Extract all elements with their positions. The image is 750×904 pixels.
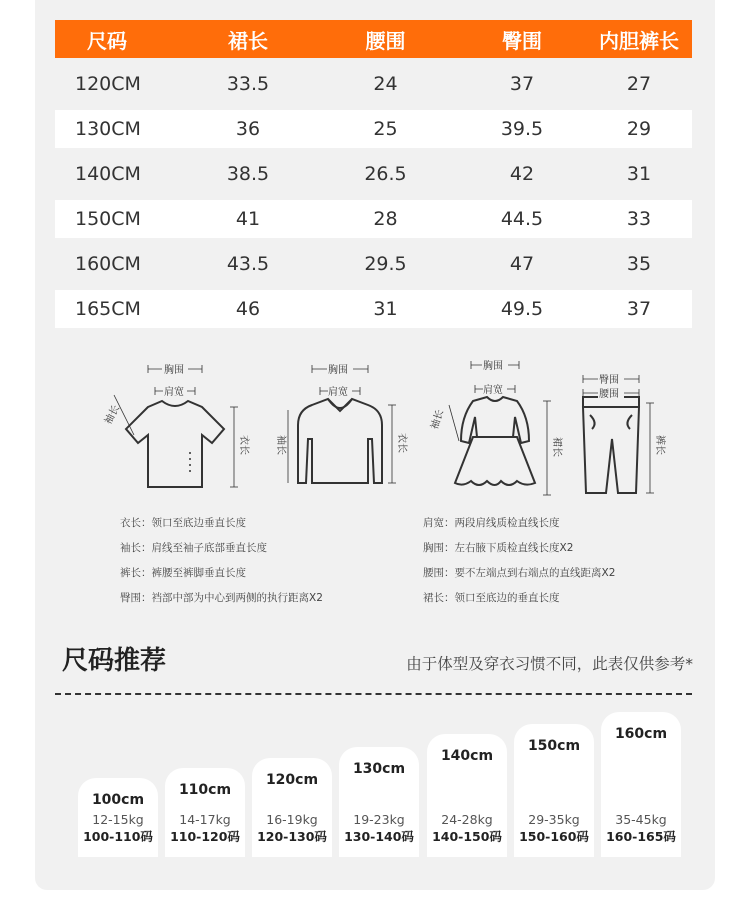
note-hip: 臀围：裆部中部为中心到两侧的执行距离X2	[120, 592, 323, 604]
table-row	[55, 65, 692, 103]
card-size: 100-110码	[83, 829, 153, 844]
cell-size: 165CM	[75, 298, 141, 320]
cell-inner-length: 37	[626, 298, 652, 320]
card-height: 120cm	[265, 772, 319, 788]
table-row	[55, 110, 692, 148]
card-size: 150-160码	[519, 829, 589, 844]
card-size: 160-165码	[606, 829, 676, 844]
cell-size: 130CM	[75, 118, 141, 140]
card-weight: 14-17kg	[179, 812, 231, 827]
sweater-length-label: 衣长	[396, 433, 407, 453]
cell-waist: 24	[373, 73, 398, 95]
pants-length-label: 裤长	[654, 435, 665, 455]
card-height: 150cm	[527, 738, 581, 754]
card-weight: 29-35kg	[528, 812, 580, 827]
recommend-title: 尺码推荐	[62, 646, 167, 676]
sweater-shoulder-label: 肩宽	[328, 387, 348, 398]
card-size: 110-120码	[170, 829, 240, 844]
table-row	[55, 155, 692, 193]
dress-diagram	[425, 355, 565, 505]
cell-hip: 49.5	[500, 298, 544, 320]
card-height: 110cm	[178, 782, 232, 798]
cell-size: 160CM	[75, 253, 141, 275]
note-waist: 腰围：要不左端点到右端点的直线距离X2	[423, 567, 616, 579]
tshirt-length-label: 衣长	[238, 435, 249, 455]
cell-skirt-length: 36	[235, 118, 261, 140]
header-skirt-length: 裙长	[228, 28, 268, 53]
card-weight: 35-45kg	[615, 812, 667, 827]
cell-waist: 31	[373, 298, 398, 320]
tshirt-diagram	[100, 355, 250, 505]
recommend-card	[252, 758, 332, 857]
note-shoulder: 肩宽：两段肩线质检直线长度	[423, 517, 560, 529]
recommend-card	[514, 724, 594, 857]
note-garment-length: 衣长：领口至底边垂直长度	[120, 517, 246, 529]
cell-skirt-length: 46	[235, 298, 261, 320]
pants-hip-label: 臀围	[599, 375, 619, 386]
card-size: 130-140码	[344, 829, 414, 844]
dress-length-label: 裙长	[551, 437, 562, 457]
dress-chest-label: 胸围	[483, 361, 503, 372]
cell-skirt-length: 41	[235, 208, 261, 230]
header-size: 尺码	[87, 28, 127, 53]
recommend-card	[427, 734, 507, 857]
recommend-card	[601, 712, 681, 857]
cell-inner-length: 33	[626, 208, 652, 230]
measurement-notes-right	[423, 516, 615, 616]
cell-hip: 44.5	[500, 208, 544, 230]
card-height: 100cm	[91, 792, 145, 808]
recommend-card	[339, 747, 419, 857]
recommend-card	[165, 768, 245, 857]
dress-sleeve-label: 袖长	[429, 408, 447, 431]
note-sleeve-length: 袖长：肩线至袖子底部垂直长度	[120, 542, 267, 554]
card-weight: 24-28kg	[441, 812, 493, 827]
card-height: 160cm	[614, 726, 668, 742]
cell-hip: 42	[509, 163, 535, 185]
dress-shoulder-label: 肩宽	[483, 385, 503, 396]
note-skirt-length: 裙长：领口至底边的垂直长度	[423, 592, 560, 604]
cell-size: 120CM	[75, 73, 141, 95]
sweater-diagram	[270, 355, 410, 505]
cell-inner-length: 29	[626, 118, 652, 140]
table-row	[55, 245, 692, 283]
note-chest: 胸围：左右腋下质检直线长度X2	[423, 542, 574, 554]
header-inner-length: 内胆裤长	[599, 28, 679, 53]
pants-diagram	[570, 355, 670, 505]
dashed-divider	[55, 693, 692, 695]
table-header	[55, 20, 692, 58]
card-weight: 12-15kg	[92, 812, 144, 827]
cell-waist: 29.5	[364, 253, 407, 275]
tshirt-sleeve-label: 袖长	[102, 403, 123, 427]
tshirt-shoulder-label: 肩宽	[164, 387, 184, 398]
cell-waist: 25	[373, 118, 398, 140]
table-row	[55, 200, 692, 238]
measurement-notes-left	[120, 516, 323, 616]
tshirt-chest-label: 胸围	[164, 365, 184, 376]
note-pants-length: 裤长：裤腰至裤脚垂直长度	[120, 567, 246, 579]
recommend-note: 由于体型及穿衣习惯不同，此表仅供参考*	[406, 655, 693, 673]
cell-waist: 26.5	[364, 163, 407, 185]
card-size: 140-150码	[432, 829, 502, 844]
cell-size: 140CM	[75, 163, 141, 185]
card-weight: 16-19kg	[266, 812, 318, 827]
sweater-chest-label: 胸围	[328, 365, 348, 376]
sweater-sleeve-label: 袖长	[275, 435, 286, 455]
card-height: 130cm	[352, 761, 406, 777]
pants-waist-label: 腰围	[599, 389, 619, 400]
card-height: 140cm	[440, 748, 494, 764]
recommend-card	[78, 778, 158, 857]
cell-hip: 37	[509, 73, 535, 95]
cell-inner-length: 35	[626, 253, 652, 275]
table-row	[55, 290, 692, 328]
card-size: 120-130码	[257, 829, 327, 844]
cell-hip: 47	[509, 253, 535, 275]
card-weight: 19-23kg	[353, 812, 405, 827]
cell-inner-length: 31	[626, 163, 652, 185]
cell-skirt-length: 38.5	[226, 163, 270, 185]
header-hip: 臀围	[502, 28, 542, 53]
header-waist: 腰围	[365, 28, 406, 53]
cell-skirt-length: 33.5	[226, 73, 270, 95]
cell-size: 150CM	[75, 208, 141, 230]
cell-waist: 28	[373, 208, 398, 230]
cell-hip: 39.5	[500, 118, 544, 140]
cell-skirt-length: 43.5	[226, 253, 270, 275]
size-table	[55, 20, 692, 335]
cell-inner-length: 27	[626, 73, 652, 95]
